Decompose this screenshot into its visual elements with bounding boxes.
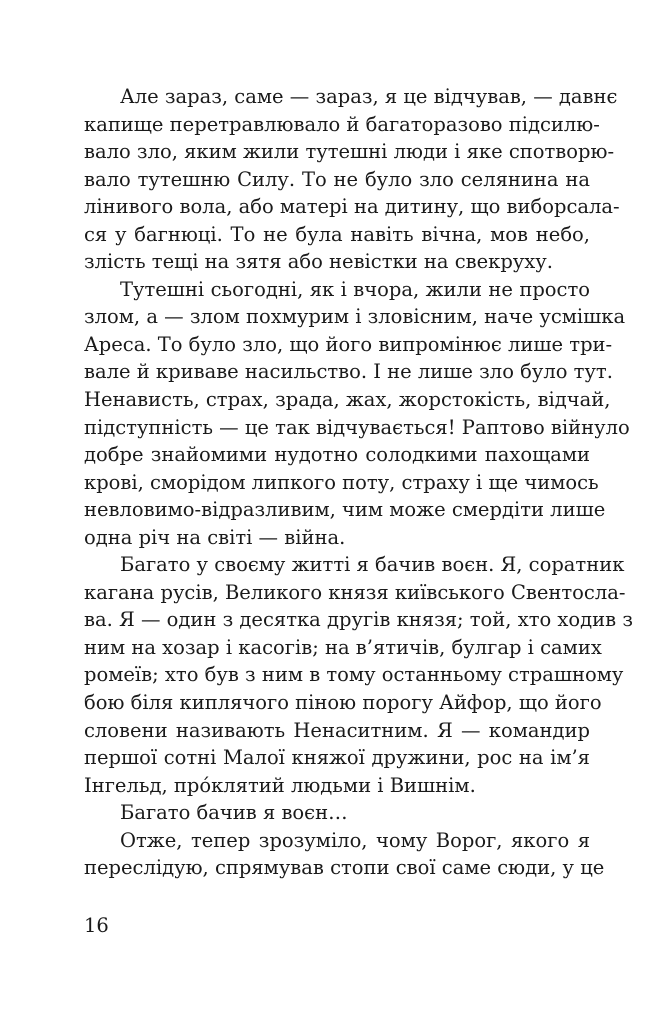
text-line: злом, а — злом похмурим і зловісним, наче усмішка: [84, 305, 626, 329]
text-line: вале й криваве насильство. І не лише зло було тут.: [84, 360, 613, 384]
text-line: одна річ на світі — війна.: [84, 525, 346, 549]
text-line: Ареса. То було зло, що його випромінює лише три-: [84, 332, 613, 356]
text-line: невловимо-відразливим, чим може смердіти лише: [84, 498, 606, 522]
text-line: Але зараз, саме — зараз, я це відчував, — давнє: [120, 85, 618, 108]
text-line: першої сотні Малої княжої дружини, рос на ім’я: [84, 746, 590, 770]
text-line: Багато бачив я воєн…: [120, 801, 348, 825]
paragraph-2: [84, 276, 630, 551]
text-line: підступність — це так відчувається! Раптово війнуло: [84, 415, 630, 439]
text-line: лінивого вола, або матері на дитину, що виборсала-: [84, 195, 620, 219]
text-line: кагана русів, Великого князя київського Свентосла-: [84, 580, 626, 604]
text-line: ромеїв; хто був з ним в тому останньому страшному: [84, 663, 624, 687]
paragraph-1: [84, 83, 620, 276]
text-line: крові, сморідом липкого поту, страху і ще чимось: [84, 470, 599, 494]
text-line: вало тутешню Силу. То не було зло селянина на: [84, 167, 590, 191]
text-line: Інгельд, про́клятий людьми і Вишнім.: [84, 773, 476, 797]
body-text: [84, 83, 633, 882]
page-number: 16: [84, 914, 109, 937]
paragraph-4: [84, 799, 590, 827]
text-line: Тутешні сьогодні, як і вчора, жили не просто: [120, 277, 590, 301]
text-line: Ненависть, страх, зрада, жах, жорстокість, відчай,: [84, 388, 611, 412]
text-line: Отже, тепер зрозуміло, чому Ворог, якого я: [120, 828, 590, 852]
text-line: добре знайомими нудотно солодкими пахощами: [84, 443, 590, 467]
text-line: ся у багнюці. То не була навіть вічна, мов небо,: [84, 222, 590, 246]
paragraph-3: [84, 551, 633, 799]
text-line: вало зло, яким жили тутешні люди і яке спотворю-: [84, 140, 615, 164]
text-line: бою біля киплячого піною порогу Айфор, що його: [84, 691, 602, 715]
text-line: ва. Я — один з десятка другів князя; той, хто ходив з: [84, 608, 633, 632]
text-line: злість тещі на зятя або невістки на свекруху.: [84, 250, 553, 274]
text-line: переслідую, спрямував стопи свої саме сюди, у це: [84, 856, 605, 880]
text-line: ним на хозар і касогів; на в’ятичів, булгар і самих: [84, 635, 602, 659]
text-line: капище перетравлювало й багаторазово підсилю-: [84, 112, 600, 136]
text-line: Багато у своєму житті я бачив воєн. Я, соратник: [120, 553, 625, 577]
text-line: словени називають Ненаситним. Я — командир: [84, 718, 590, 742]
paragraph-5: [84, 827, 605, 882]
